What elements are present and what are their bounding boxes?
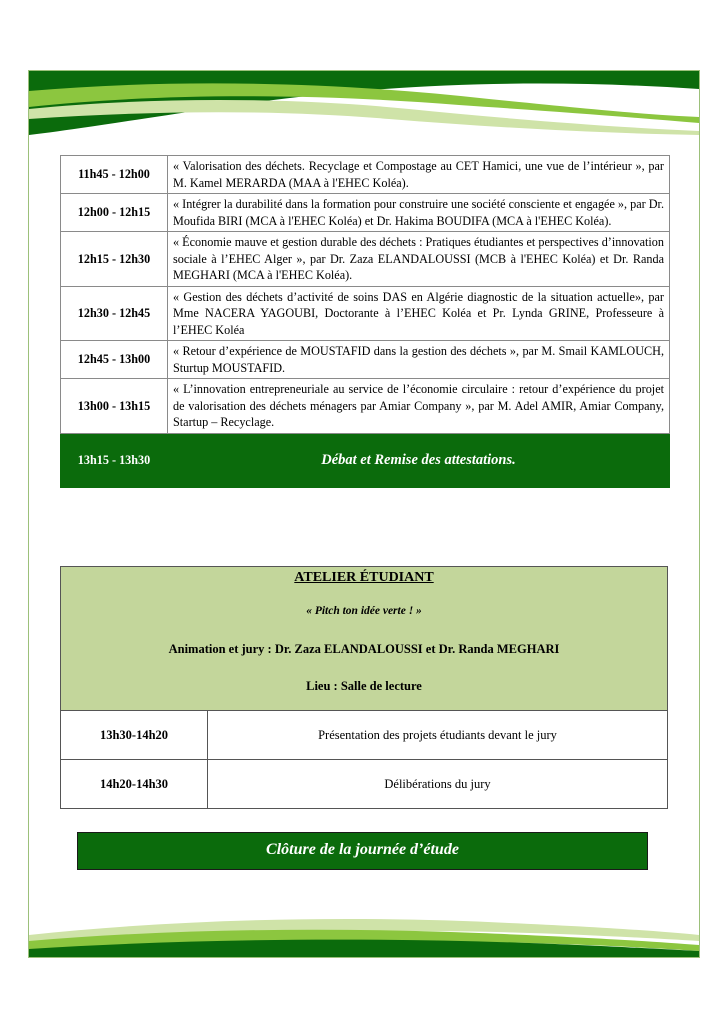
- session-cell: « Économie mauve et gestion durable des déchets : Pratiques étudiantes et perspectives d’innovation sociale à l’EHEC Alger », par Dr. Zaza ELANDALOUSSI (MCB à l'EHEC Koléa) et Dr. Randa MEGHARI (MCA à l'EHEC Koléa).: [168, 232, 670, 287]
- time-cell: 14h20-14h30: [61, 760, 208, 809]
- time-cell: 13h30-14h20: [61, 711, 208, 760]
- activity-cell: Délibérations du jury: [208, 760, 668, 809]
- time-cell: 12h00 - 12h15: [61, 194, 168, 232]
- table-row: [61, 711, 668, 760]
- time-cell: 13h00 - 13h15: [61, 379, 168, 434]
- table-row: [61, 194, 670, 232]
- table-row-debate: [61, 433, 670, 487]
- atelier-animation: Animation et jury : Dr. Zaza ELANDALOUSSI et Dr. Randa MEGHARI: [168, 642, 560, 656]
- table-row: [61, 379, 670, 434]
- activity-cell: Présentation des projets étudiants devant le jury: [208, 711, 668, 760]
- table-row: [61, 341, 670, 379]
- table-row: [61, 156, 670, 194]
- table-row: [61, 760, 668, 809]
- time-cell: 12h30 - 12h45: [61, 286, 168, 341]
- time-cell: 12h45 - 13h00: [61, 341, 168, 379]
- decorative-wave-top: [29, 71, 699, 141]
- session-cell: « L’innovation entrepreneuriale au service de l’économie circulaire : retour d’expérience du projet de valorisation des déchets ménagers par Amiar Company », par M. Adel AMIR, Amiar Company, Startup – Recyclage.: [168, 379, 670, 434]
- atelier-subtitle: « Pitch ton idée verte ! »: [306, 605, 422, 617]
- program-table: [60, 155, 670, 488]
- atelier-schedule-table: [60, 710, 668, 809]
- session-cell: « Gestion des déchets d’activité de soins DAS en Algérie diagnostic de la situation actuelle», par Mme NACERA YAGOUBI, Doctorante à l’EHEC Koléa et Pr. Lynda GRINE, Professeure à l’EHEC Koléa: [168, 286, 670, 341]
- time-cell: 11h45 - 12h00: [61, 156, 168, 194]
- table-row: [61, 232, 670, 287]
- decorative-wave-bottom: [29, 905, 699, 957]
- session-cell: Débat et Remise des attestations.: [168, 433, 670, 487]
- atelier-header-box: [60, 566, 668, 711]
- atelier-title: ATELIER ÉTUDIANT: [294, 570, 434, 585]
- session-cell: « Intégrer la durabilité dans la formation pour construire une société consciente et engagée », par Dr. Moufida BIRI (MCA à l'EHEC Koléa) et Dr. Hakima BOUDIFA (MCA à l'EHEC Koléa).: [168, 194, 670, 232]
- time-cell: 12h15 - 12h30: [61, 232, 168, 287]
- atelier-lieu: Lieu : Salle de lecture: [306, 679, 422, 693]
- session-cell: « Retour d’expérience de MOUSTAFID dans la gestion des déchets », par M. Smail KAMLOUCH, Sturtup MOUSTAFID.: [168, 341, 670, 379]
- closing-banner: Clôture de la journée d’étude: [77, 832, 648, 870]
- table-row: [61, 286, 670, 341]
- session-cell: « Valorisation des déchets. Recyclage et Compostage au CET Hamici, une vue de l’intérieur », par M. Kamel MERARDA (MAA à l'EHEC Koléa).: [168, 156, 670, 194]
- time-cell: 13h15 - 13h30: [61, 433, 168, 487]
